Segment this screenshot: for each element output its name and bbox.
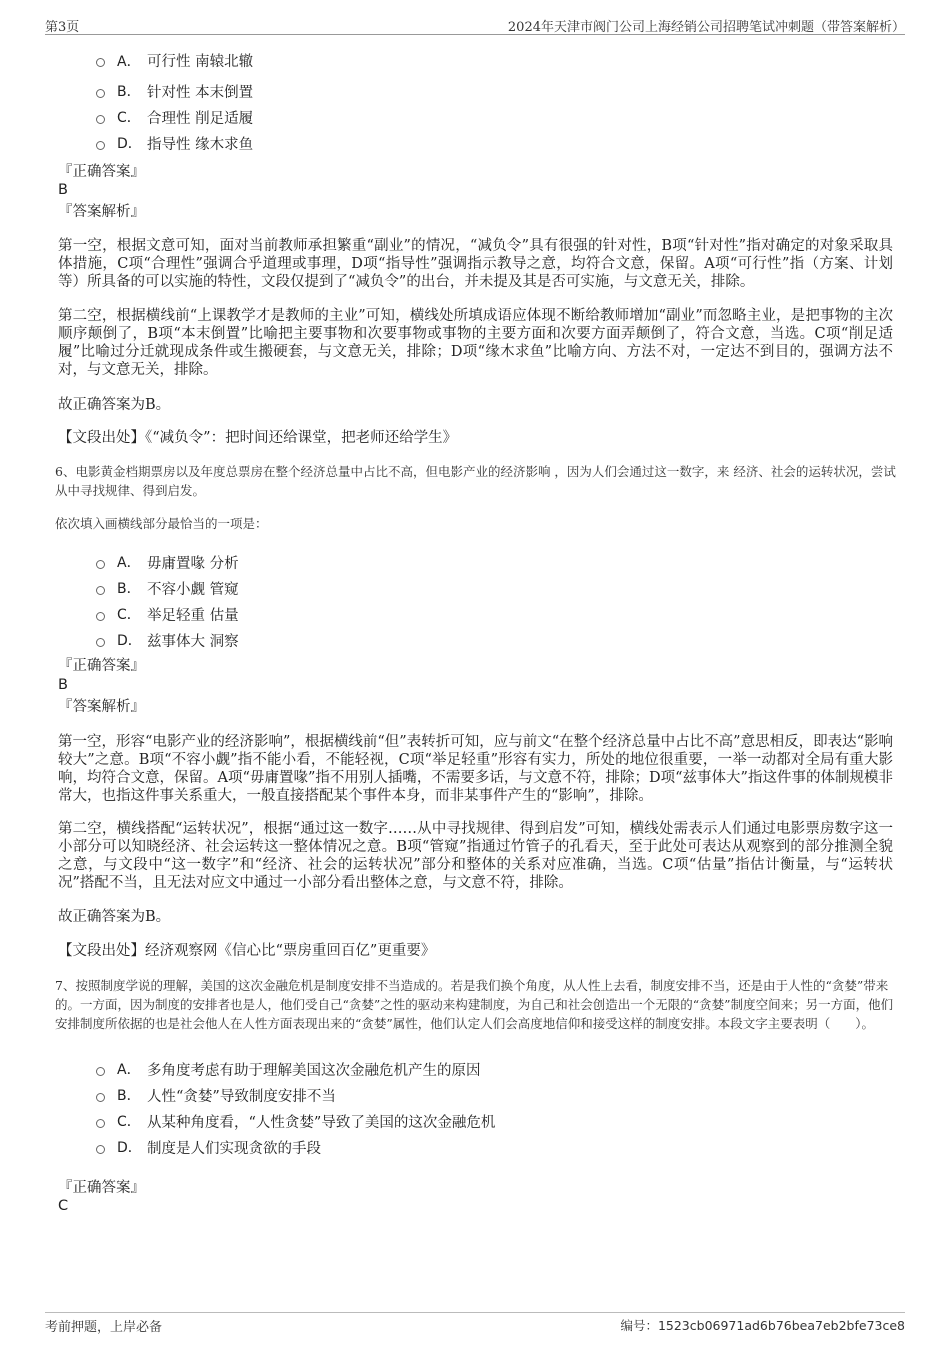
document-title: 2024年天津市阀门公司上海经销公司招聘笔试冲刺题（带答案解析） [507,20,905,35]
radio-icon[interactable] [96,586,105,595]
q6-conclusion: 故正确答案为B。 [58,909,171,925]
q6-options [96,549,239,653]
q5-option-b[interactable]: B． 针对性 本末倒置 [96,78,253,104]
q7-option-d[interactable]: D． 制度是人们实现贪欲的手段 [96,1134,495,1160]
q6-option-d[interactable]: D． 兹事体大 洞察 [96,627,239,653]
q7-option-b[interactable]: B． 人性“贪婪”导致制度安排不当 [96,1082,495,1108]
q6-source: 【文段出处】经济观察网《信心比“票房重回百亿”更重要》 [58,943,436,959]
q6-stem: 6、电影黄金档期票房以及年度总票房在整个经济总量中占比不高，但电影产业的经济影响 ，因为人们会通过这一数字，来 经济、社会的运转状况，尝试从中寻找规律、得到启发。 [55,464,896,498]
q5-options [96,47,253,156]
q5-conclusion: 故正确答案为B。 [58,397,171,413]
q7-answer-label: 『正确答案』 [58,1180,145,1196]
q5-answer-label: 『正确答案』 [58,164,145,180]
q5-analysis-p2: 第二空，根据横线前“上课教学才是教师的主业”可知，横线处所填成语应体现不断给教师增加“副业”而忽略主业，是把事物的主次顺序颠倒了，B项“本末倒置”比喻把主要事物和次要事物或事物的主要方面和次要方面弄颠倒了，符合文意，当选。C项“削足适履”比喻过分迁就现成条件或生搬硬套，与文意无关，排除；D项“缘木求鱼”比喻方向、方法不对，一定达不到目的，强调方法不对，与文意无关，排除。 [58,308,893,378]
radio-icon[interactable] [96,1067,105,1076]
q5-analysis-label: 『答案解析』 [58,204,145,220]
q7-answer: C [58,1198,69,1214]
radio-icon[interactable] [96,612,105,621]
radio-icon[interactable] [96,1093,105,1102]
q6-answer: B [58,677,68,693]
q7-stem: 7、按照制度学说的理解，美国的这次金融危机是制度安排不当造成的。若是我们换个角度，从人性上去看，制度安排不当，还是由于人性的“贪婪”带来的。一方面，因为制度的安排者也是人，他们受自己“贪婪”之性的驱动来构建制度，为自己和社会创造出一个无限的“贪婪”制度空间来；另一方面，他们安排制度所依据的也是社会他人在人性方面表现出来的“贪婪”属性，他们认定人们会高度地信仰和接受这样的制度安排。本段文字主要表明（ ）。 [55,978,894,1031]
radio-icon[interactable] [96,58,105,67]
q7-options [96,1056,495,1160]
radio-icon[interactable] [96,115,105,124]
q6-analysis-label: 『答案解析』 [58,699,145,715]
q6-prompt: 依次填入画横线部分最恰当的一项是： [55,516,268,531]
q6-answer-label: 『正确答案』 [58,658,145,674]
page-header [45,14,905,35]
q5-analysis-p1: 第一空，根据文意可知，面对当前教师承担繁重“副业”的情况，“减负令”具有很强的针对性，B项“针对性”指对确定的对象采取具体措施，C项“合理性”强调合乎道理或事理，D项“指导性”强调指示教导之意，均符合文意，保留。A项“可行性”指（方案、计划等）所具备的可以实施的特性，文段仅提到了“减负令”的出台，并未提及其是否可实施，与文意无关，排除。 [58,238,893,290]
q6-analysis-p2: 第二空，横线搭配“运转状况”，根据“通过这一数字……从中寻找规律、得到启发”可知，横线处需表示人们通过电影票房数字这一小部分可以知晓经济、社会运转这一整体情况之意。B项“管窥”指通过竹管子的孔看天，至于此处可表达从观察到的部分推测全貌之意，与文段中“这一数字”和“经济、社会的运转状况”部分和整体的关系对应准确，当选。C项“估量”指估计衡量，与“运转状况”搭配不当，且无法对应文中通过一小部分看出整体之意，与文意不符，排除。 [58,821,893,891]
q5-answer: B [58,182,68,198]
q5-source: 【文段出处】《“减负令”：把时间还给课堂，把老师还给学生》 [58,430,458,446]
q5-option-a[interactable]: A． 可行性 南辕北辙 [96,47,253,74]
q5-option-c[interactable]: C． 合理性 削足适履 [96,104,253,130]
radio-icon[interactable] [96,638,105,647]
q6-analysis-p1: 第一空，形容“电影产业的经济影响”，根据横线前“但”表转折可知，应与前文“在整个经济总量中占比不高”意思相反，即表达“影响较大”之意。B项“不容小觑”指不能小看，不能轻视，C项“举足轻重”形容有实力，所处的地位很重要，一举一动都对全局有重大影响，均符合文意，保留。A项“毋庸置喙”指不用别人插嘴，不需要多话，与文意不符，排除；D项“兹事体大”指这件事的体制规模非常大，也指这件事关系重大，一般直接搭配某个事件本身，而非某事件产生的“影响”，排除。 [58,734,893,804]
footer-slogan: 考前押题，上岸必备 [45,1320,163,1335]
page-number: 第3页 [45,20,80,35]
document-id: 编号：1523cb06971ad6b76bea7eb2bfe73ce8 [620,1318,905,1333]
radio-icon[interactable] [96,1119,105,1128]
radio-icon[interactable] [96,89,105,98]
radio-icon[interactable] [96,141,105,150]
q7-option-a[interactable]: A． 多角度考虑有助于理解美国这次金融危机产生的原因 [96,1056,495,1082]
radio-icon[interactable] [96,1145,105,1154]
q7-option-c[interactable]: C． 从某种角度看，“人性贪婪”导致了美国的这次金融危机 [96,1108,495,1134]
page-footer [45,1312,905,1335]
q6-option-c[interactable]: C． 举足轻重 估量 [96,601,239,627]
q5-option-d[interactable]: D． 指导性 缘木求鱼 [96,130,253,156]
q6-option-a[interactable]: A． 毋庸置喙 分析 [96,549,239,575]
q6-option-b[interactable]: B． 不容小觑 管窥 [96,575,239,601]
radio-icon[interactable] [96,560,105,569]
